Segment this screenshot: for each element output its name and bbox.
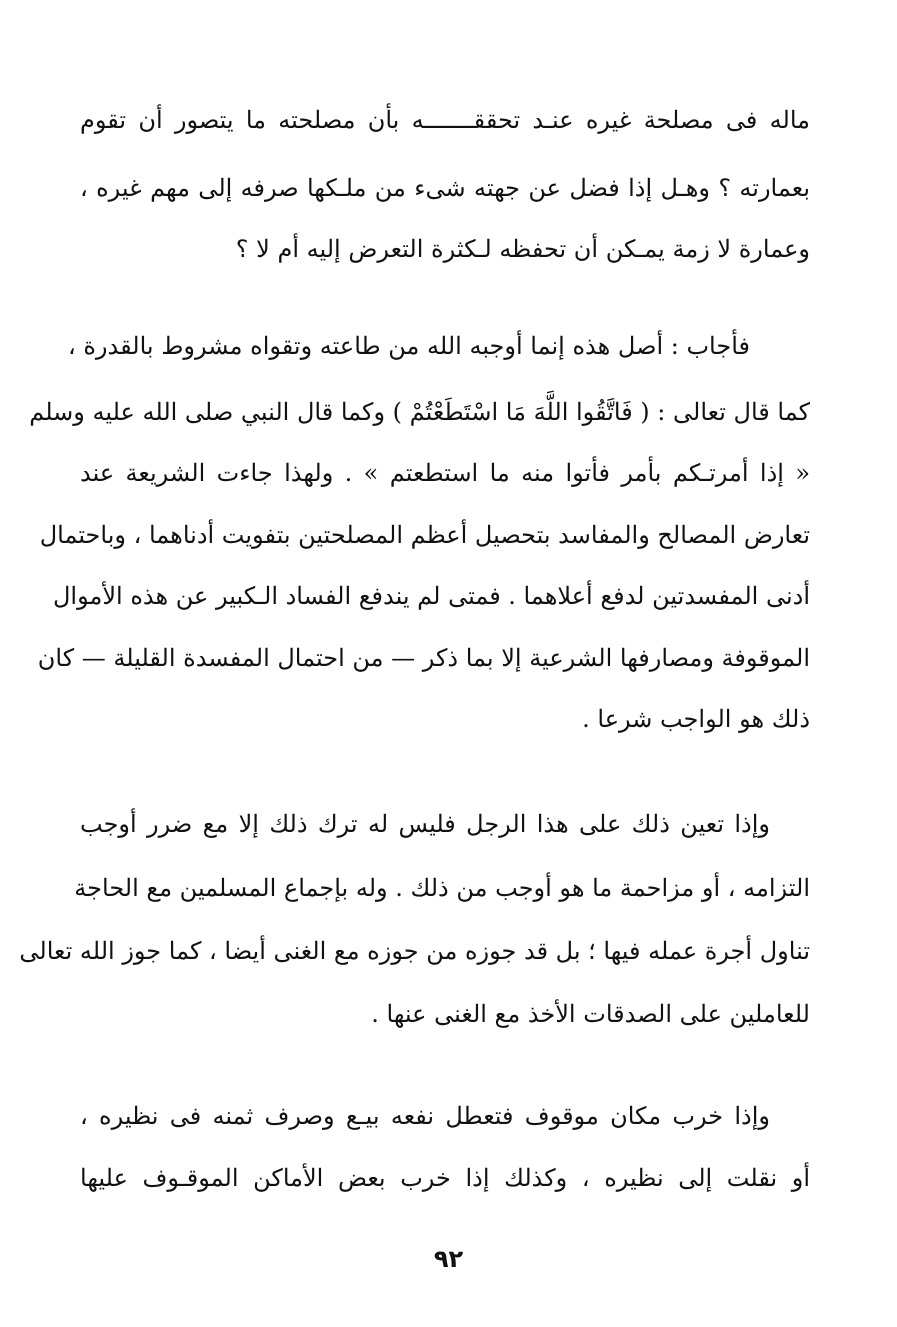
text-line: « إذا أمرتـكم بأمر فأتوا منه ما استطعتم » . ولهذا جاءت الشريعة عند [80, 459, 811, 487]
text-line: التزامه ، أو مزاحمة ما هو أوجب من ذلك . وله بإجماع المسلمين مع الحاجة [74, 874, 810, 902]
text-line: فأجاب : أصل هذه إنما أوجبه الله من طاعته وتقواه مشروط بالقدرة ، [67, 332, 750, 360]
text-line: بعمارته ؟ وهـل إذا فضل عن جهته شىء من ملـكها صرفه إلى مهم غيره ، [80, 174, 810, 202]
paragraph-1 [80, 108, 810, 268]
text-line: للعاملين على الصدقات الأخذ مع الغنى عنها . [371, 1000, 810, 1028]
text-line: تناول أجرة عمله فيها ؛ بل قد جوزه من جوزه مع الغنى أيضا ، كما جوز الله تعالى [19, 937, 810, 965]
paragraph-2 [29, 332, 811, 754]
text-line: الموقوفة ومصارفها الشرعية إلا بما ذكر — من احتمال المفسدة القليلة — كان [37, 644, 810, 672]
text-line: كما قال تعالى : ( فَاتَّقُوا اللَّهَ مَا اسْتَطَعْتُمْ ) وكما قال النبي صلى الله عليه وسلم [29, 398, 810, 426]
text-line: أو نقلت إلى نظيره ، وكذلك إذا خرب بعض الأماكن الموقـوف عليها [80, 1164, 810, 1192]
paragraph-3 [19, 810, 810, 1032]
text-line: أدنى المفسدتين لدفع أعلاهما . فمتى لم يندفع الفساد الـكبير عن هذه الأموال [52, 582, 810, 610]
text-line: ذلك هو الواجب شرعا . [582, 705, 810, 733]
page-number: ٩٢ [433, 1245, 464, 1273]
text-line: ماله فى مصلحة غيره عنـد تحققـــــــه بأن مصلحته ما يتصور أن تقوم [80, 106, 810, 134]
text-line: وإذا تعين ذلك على هذا الرجل فليس له ترك ذلك إلا مع ضرر أوجب [80, 810, 770, 838]
text-line: وعمارة لا زمة يمـكن أن تحفظه لـكثرة التعرض إليه أم لا ؟ [235, 235, 810, 263]
text-line: وإذا خرب مكان موقوف فتعطل نفعه بيـع وصرف ثمنه فى نظيره ، [80, 1102, 770, 1130]
text-line: تعارض المصالح والمفاسد بتحصيل أعظم المصلحتين بتفويت أدناهما ، وباحتمال [39, 521, 810, 549]
paragraph-4 [80, 1104, 810, 1204]
